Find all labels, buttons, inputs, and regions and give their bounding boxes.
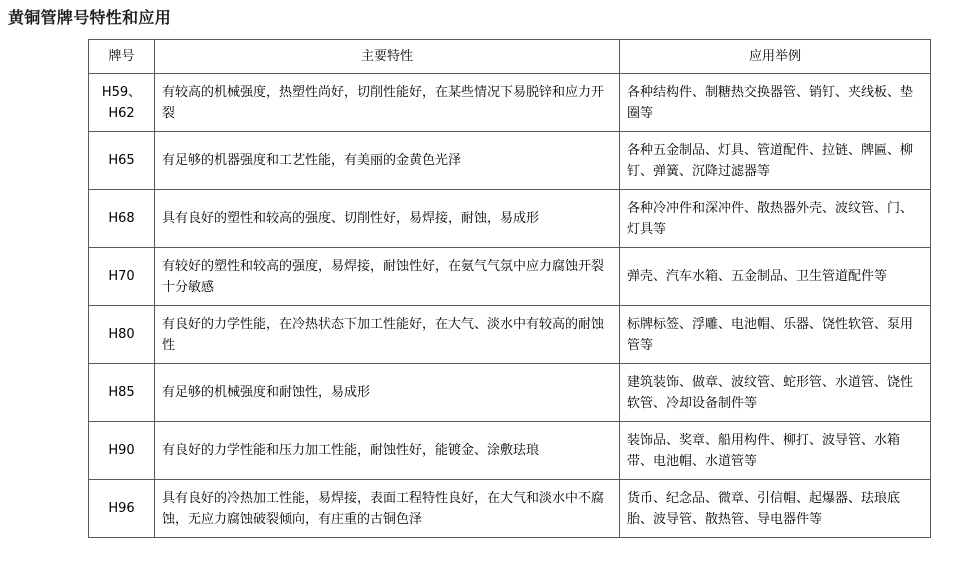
page-title: 黄铜管牌号特性和应用 — [8, 8, 172, 27]
cell-properties: 有良好的力学性能和压力加工性能，耐蚀性好，能镀金、涂敷珐琅 — [155, 422, 620, 480]
cell-grade: H59、H62 — [89, 74, 155, 132]
cell-properties: 有较高的机械强度，热塑性尚好，切削性能好，在某些情况下易脱锌和应力开裂 — [155, 74, 620, 132]
cell-applications: 建筑装饰、做章、波纹管、蛇形管、水道管、饶性软管、冷却设备制件等 — [620, 364, 931, 422]
cell-applications: 各种结构件、制糖热交换器管、销钉、夹线板、垫圈等 — [620, 74, 931, 132]
cell-applications: 装饰品、奖章、船用构件、柳打、波导管、水箱带、电池帽、水道管等 — [620, 422, 931, 480]
column-header-grade: 牌号 — [89, 40, 155, 74]
table-header-row — [89, 40, 931, 74]
brass-tube-spec-table-wrapper — [88, 39, 930, 538]
table-row — [89, 132, 931, 190]
cell-grade: H85 — [89, 364, 155, 422]
table-row — [89, 364, 931, 422]
cell-applications: 货币、纪念品、微章、引信帽、起爆器、珐琅底胎、波导管、散热管、导电器件等 — [620, 480, 931, 538]
cell-grade: H96 — [89, 480, 155, 538]
table-row — [89, 422, 931, 480]
cell-applications: 标牌标签、浮雕、电池帽、乐器、饶性软管、泵用管等 — [620, 306, 931, 364]
table-row — [89, 306, 931, 364]
cell-grade: H65 — [89, 132, 155, 190]
cell-properties: 具有良好的冷热加工性能，易焊接，表面工程特性良好，在大气和淡水中不腐蚀，无应力腐蚀破裂倾向，有庄重的古铜色泽 — [155, 480, 620, 538]
cell-properties: 具有良好的塑性和较高的强度、切削性好，易焊接，耐蚀，易成形 — [155, 190, 620, 248]
table-row — [89, 190, 931, 248]
table-row — [89, 480, 931, 538]
cell-grade: H68 — [89, 190, 155, 248]
cell-properties: 有足够的机械强度和耐蚀性，易成形 — [155, 364, 620, 422]
cell-applications: 弹壳、汽车水箱、五金制品、卫生管道配件等 — [620, 248, 931, 306]
cell-applications: 各种冷冲件和深冲件、散热器外壳、波纹管、门、灯具等 — [620, 190, 931, 248]
table-row — [89, 74, 931, 132]
table-row — [89, 248, 931, 306]
cell-grade: H80 — [89, 306, 155, 364]
cell-properties: 有较好的塑性和较高的强度，易焊接，耐蚀性好，在氨气气氛中应力腐蚀开裂十分敏感 — [155, 248, 620, 306]
cell-applications: 各种五金制品、灯具、管道配件、拉链、牌匾、柳钉、弹簧、沉降过滤器等 — [620, 132, 931, 190]
cell-grade: H70 — [89, 248, 155, 306]
brass-tube-spec-table — [88, 39, 931, 538]
column-header-properties: 主要特性 — [155, 40, 620, 74]
cell-properties: 有足够的机器强度和工艺性能，有美丽的金黄色光泽 — [155, 132, 620, 190]
cell-properties: 有良好的力学性能，在冷热状态下加工性能好，在大气、淡水中有较高的耐蚀性 — [155, 306, 620, 364]
cell-grade: H90 — [89, 422, 155, 480]
column-header-applications: 应用举例 — [620, 40, 931, 74]
